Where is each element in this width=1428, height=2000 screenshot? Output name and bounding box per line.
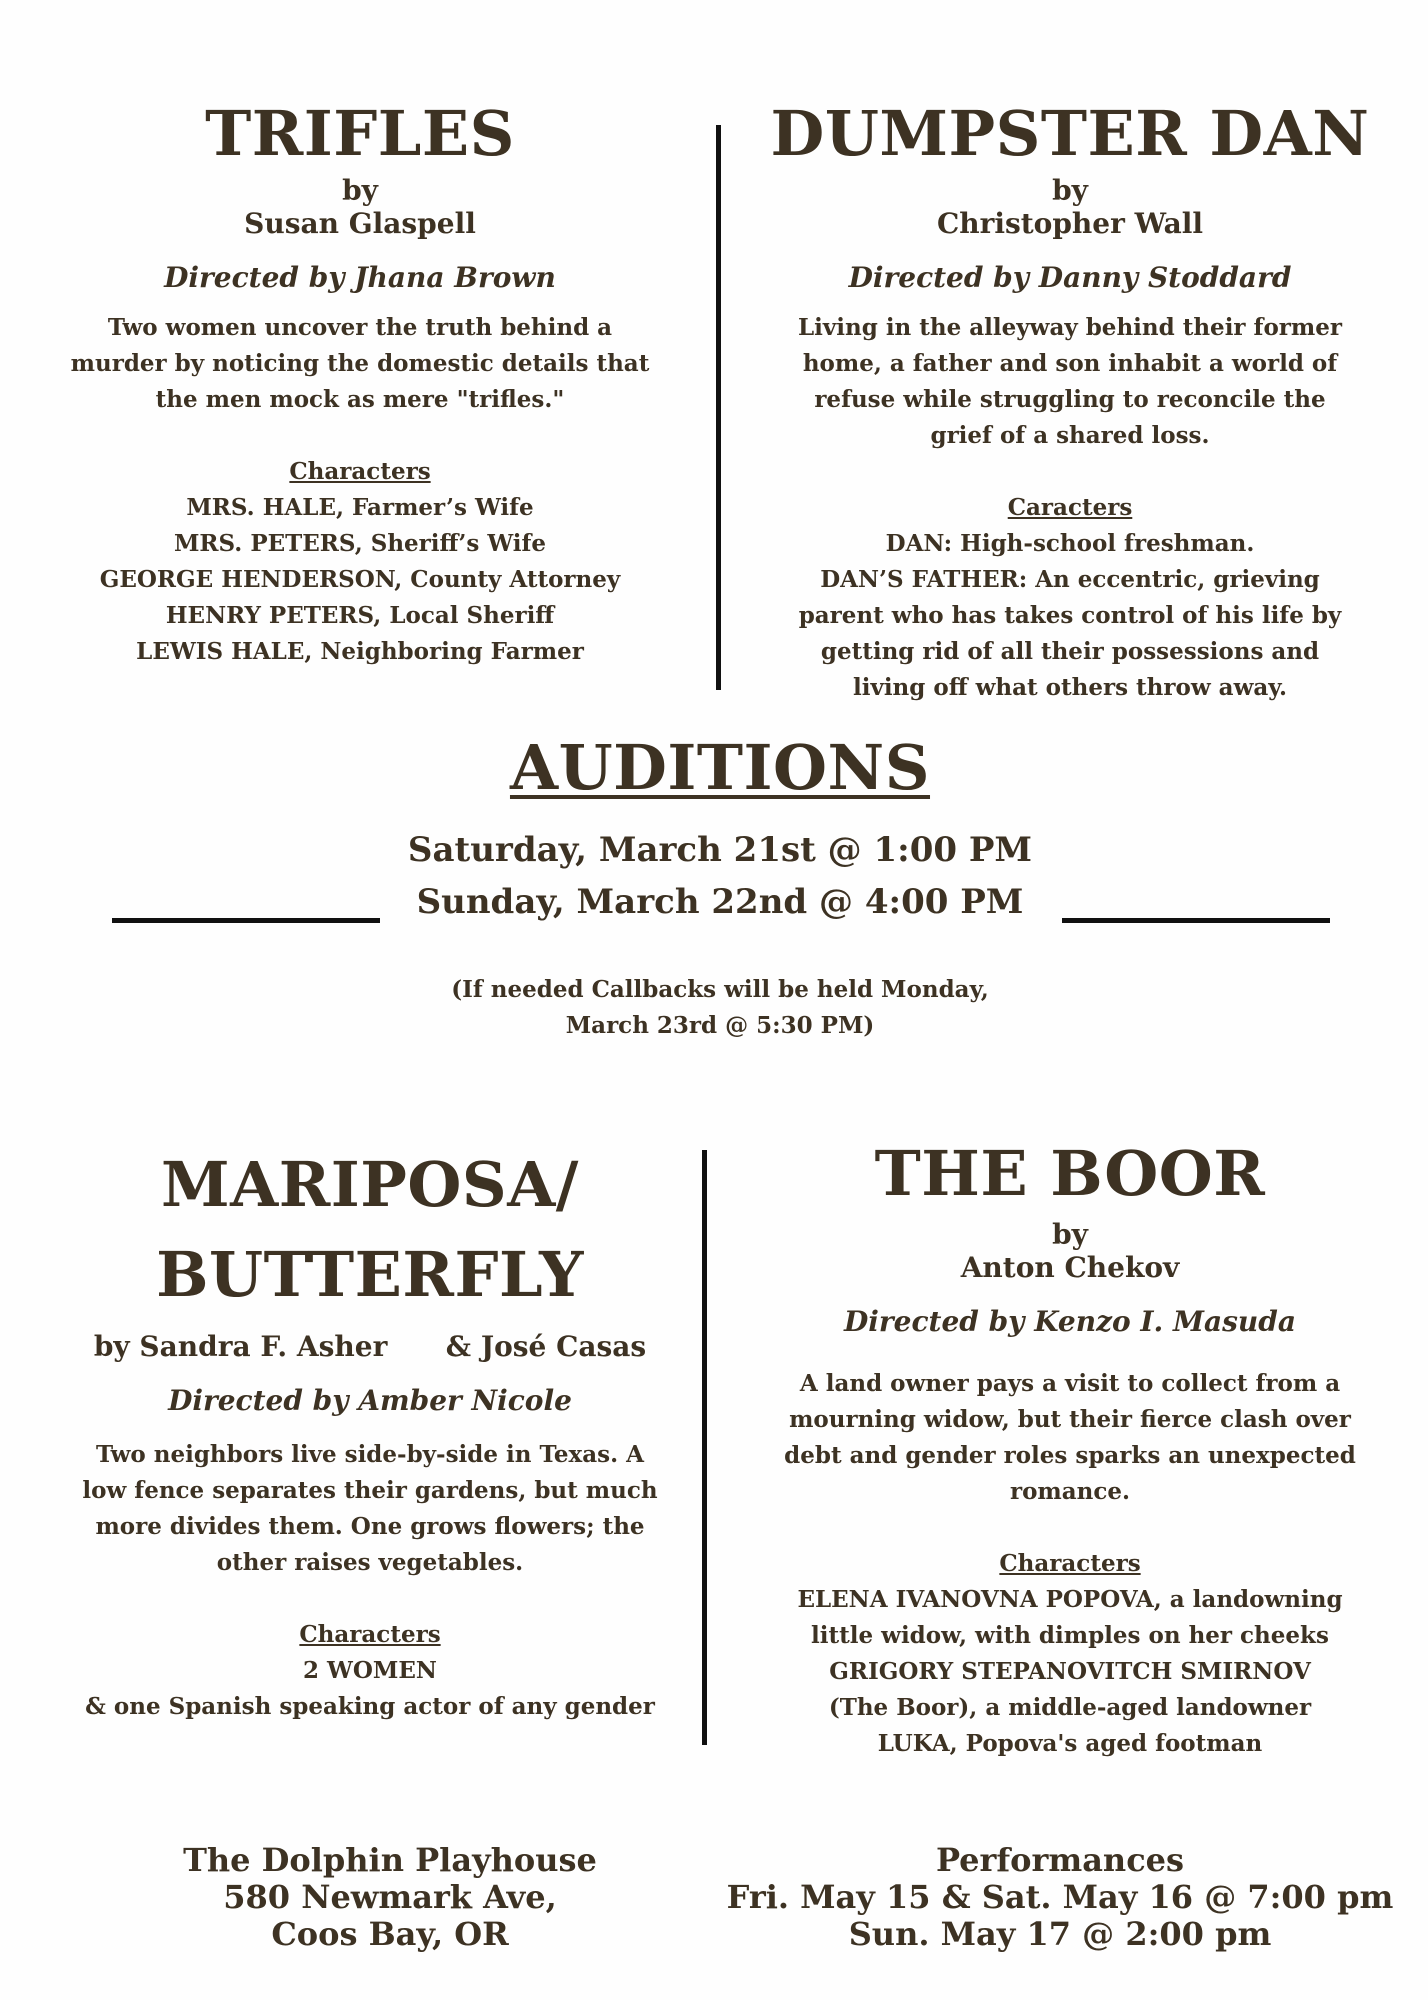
venue-name: The Dolphin Playhouse (183, 1841, 597, 1879)
character-item: MRS. PETERS, Sheriff’s Wife (173, 530, 547, 558)
venue-address: 580 Newmark Ave, (223, 1878, 557, 1916)
performances-line-2: Sun. May 17 @ 2:00 pm (848, 1915, 1272, 1953)
trifles-by: by (342, 174, 378, 208)
mariposa-desc-line: other raises vegetables. (216, 1549, 524, 1576)
auditions-date-sunday: Sunday, March 22nd @ 4:00 PM (416, 882, 1024, 923)
mariposa-authors: by Sandra F. Asher & José Casas (93, 1330, 647, 1363)
character-item: DAN’S FATHER: An eccentric, grieving (820, 566, 1320, 594)
trifles-desc-line: the men mock as mere "trifles." (155, 386, 565, 414)
character-item: LEWIS HALE, Neighboring Farmer (136, 638, 584, 666)
performances-block (720, 1842, 1400, 1953)
trifles-desc-line: Two women uncover the truth behind a (107, 314, 613, 342)
dumpster-dan-characters-heading: Caracters (1007, 494, 1133, 522)
the-boor-characters-list (760, 1582, 1380, 1762)
the-boor-title: THE BOOR (874, 1137, 1266, 1210)
auditions-rule-left (112, 918, 380, 923)
dumpster-dan-desc-line: refuse while struggling to reconcile the (814, 386, 1326, 414)
character-item: living off what others throw away. (852, 674, 1287, 702)
mariposa-desc-line: Two neighbors live side-by-side in Texas. A (96, 1441, 644, 1468)
mariposa-desc-line: more divides them. One grows flowers; the (95, 1513, 645, 1540)
trifles-characters-list (60, 490, 660, 670)
dumpster-dan-title: DUMPSTER DAN (770, 97, 1370, 170)
trifles-title: TRIFLES (205, 97, 515, 170)
the-boor-desc-line: A land owner pays a visit to collect from a (799, 1370, 1341, 1398)
mariposa-title-line1: MARIPOSA/ (161, 1148, 579, 1221)
mariposa-characters-list (60, 1653, 680, 1725)
the-boor-desc-line: mourning widow, but their fierce clash over (789, 1406, 1351, 1434)
dumpster-dan-by: by (1052, 174, 1088, 208)
trifles-description (60, 310, 660, 418)
character-item: parent who has takes control of his life by (798, 602, 1342, 630)
character-item: & one Spanish speaking actor of any gender (85, 1693, 655, 1720)
dumpster-dan-director: Directed by Danny Stoddard (848, 261, 1292, 295)
auditions-section (380, 731, 1060, 1044)
trifles-section (60, 97, 660, 670)
the-boor-desc-line: debt and gender roles sparks an unexpected (784, 1442, 1356, 1470)
character-item: (The Boor), a middle-aged landowner (828, 1694, 1312, 1722)
the-boor-author: Anton Chekov (960, 1251, 1180, 1285)
the-boor-description (760, 1366, 1380, 1510)
dumpster-dan-author: Christopher Wall (936, 207, 1204, 241)
mariposa-desc-line: low fence separates their gardens, but much (82, 1477, 658, 1504)
callbacks-note (380, 972, 1060, 1044)
mariposa-director: Directed by Amber Nicole (168, 1384, 572, 1417)
dumpster-dan-desc-line: Living in the alleyway behind their former (798, 314, 1342, 342)
callbacks-line: March 23rd @ 5:30 PM) (565, 1012, 875, 1040)
trifles-desc-line: murder by noticing the domestic details that (70, 350, 650, 378)
character-item: DAN: High-school freshman. (885, 530, 1255, 558)
dumpster-dan-characters-list (760, 526, 1380, 706)
the-boor-director: Directed by Kenzo I. Masuda (844, 1305, 1296, 1339)
the-boor-section (760, 1137, 1380, 1762)
callbacks-line: (If needed Callbacks will be held Monday, (451, 976, 989, 1004)
character-item: 2 WOMEN (303, 1657, 437, 1684)
dumpster-dan-desc-line: home, a father and son inhabit a world of (802, 350, 1338, 378)
auditions-date-saturday: Saturday, March 21st @ 1:00 PM (407, 830, 1033, 871)
mariposa-description (60, 1437, 680, 1581)
the-boor-desc-line: romance. (1009, 1478, 1131, 1506)
character-item: ELENA IVANOVNA POPOVA, a landowning (797, 1586, 1343, 1614)
character-item: MRS. HALE, Farmer’s Wife (186, 494, 534, 522)
dumpster-dan-section (760, 97, 1380, 706)
auditions-heading: AUDITIONS (509, 731, 931, 804)
character-item: LUKA, Popova's aged footman (877, 1730, 1263, 1758)
character-item: little widow, with dimples on her cheeks (811, 1622, 1329, 1650)
venue-city: Coos Bay, OR (271, 1915, 509, 1953)
the-boor-by: by (1052, 1218, 1088, 1252)
trifles-director: Directed by Jhana Brown (164, 261, 556, 295)
mariposa-characters-heading: Characters (299, 1621, 441, 1648)
top-divider-vertical (716, 125, 721, 690)
trifles-author: Susan Glaspell (244, 207, 476, 241)
the-boor-characters-heading: Characters (999, 1550, 1141, 1578)
performances-line-1: Fri. May 15 & Sat. May 16 @ 7:00 pm (726, 1878, 1394, 1916)
character-item: getting rid of all their possessions and (820, 638, 1320, 666)
auditions-rule-right (1062, 918, 1330, 923)
dumpster-dan-desc-line: grief of a shared loss. (930, 422, 1210, 450)
character-item: GEORGE HENDERSON, County Attorney (99, 566, 621, 594)
performances-heading: Performances (935, 1841, 1185, 1879)
character-item: GRIGORY STEPANOVITCH SMIRNOV (829, 1658, 1311, 1686)
trifles-characters-heading: Characters (289, 458, 431, 486)
bottom-divider-vertical (702, 1150, 707, 1745)
character-item: HENRY PETERS, Local Sheriff (165, 602, 555, 630)
dumpster-dan-description (760, 310, 1380, 454)
mariposa-title-line2: BUTTERFLY (156, 1238, 584, 1311)
mariposa-section (60, 1140, 680, 1725)
venue-block (90, 1842, 690, 1953)
